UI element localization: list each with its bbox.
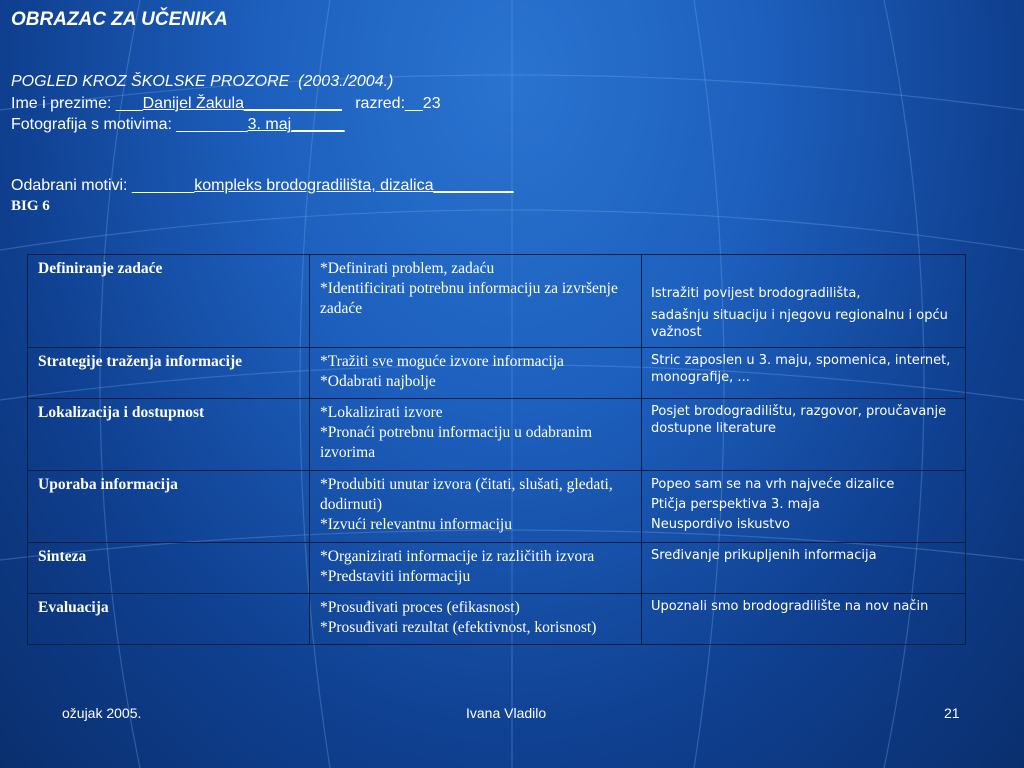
name-label: Ime i prezime: ___ bbox=[11, 95, 143, 112]
step-cell: Strategije traženja informacije bbox=[28, 348, 310, 399]
answer-line: sadašnju situaciju i njegovu regionalnu i opću važnost bbox=[651, 308, 948, 340]
big6-label: BIG 6 bbox=[11, 198, 50, 214]
answer-line: Istražiti povijest brodogradilišta, bbox=[651, 286, 861, 301]
subtitle: POGLED KROZ ŠKOLSKE PROZORE (2003./2004.) bbox=[11, 73, 394, 90]
answer-line: Posjet brodogradilištu, razgovor, proučavanje dostupne literature bbox=[651, 404, 947, 436]
task-line: *Predstaviti informaciju bbox=[320, 568, 471, 585]
tasks-cell bbox=[310, 543, 642, 594]
task-line: *Produbiti unutar izvora (čitati, slušati, gledati, dodirnuti) bbox=[320, 476, 613, 513]
big6-table bbox=[27, 254, 966, 645]
footer-date: ožujak 2005. bbox=[62, 705, 142, 721]
photo-value: 3. maj______ bbox=[247, 116, 345, 133]
motifs-label: Odabrani motivi: _______ bbox=[11, 177, 195, 194]
step-cell: Sinteza bbox=[28, 543, 310, 594]
task-line: *Pronaći potrebnu informaciju u odabranim izvorima bbox=[320, 424, 593, 461]
step-cell: Evaluacija bbox=[28, 594, 310, 645]
step-cell: Lokalizacija i dostupnost bbox=[28, 399, 310, 471]
answer-cell bbox=[642, 255, 966, 348]
answer-cell bbox=[642, 543, 966, 594]
task-line: *Identificirati potrebnu informaciju za izvršenje zadaće bbox=[320, 280, 618, 317]
task-line: *Prosuđivati rezultat (efektivnost, korisnost) bbox=[320, 619, 597, 636]
tasks-cell bbox=[310, 255, 642, 348]
task-line: *Organizirati informacije iz različitih izvora bbox=[320, 548, 595, 565]
footer-page-number: 21 bbox=[944, 705, 960, 721]
answer-line: Stric zaposlen u 3. maju, spomenica, internet, monografije, ... bbox=[651, 353, 951, 385]
task-line: *Definirati problem, zadaću bbox=[320, 260, 495, 277]
answer-line: Sređivanje prikupljenih informacija bbox=[651, 548, 877, 563]
answer-cell bbox=[642, 348, 966, 399]
answer-line: Upoznali smo brodogradilište na nov način bbox=[651, 599, 929, 614]
name-line bbox=[11, 95, 441, 113]
table-row bbox=[28, 471, 966, 543]
answer-line: Neuspordivo iskustvo bbox=[651, 517, 790, 532]
table-row bbox=[28, 255, 966, 348]
photo-label: Fotografija s motivima: ________ bbox=[11, 116, 248, 133]
task-line: *Izvući relevantnu informaciju bbox=[320, 516, 512, 533]
answer-cell bbox=[642, 471, 966, 543]
task-line: *Tražiti sve moguće izvore informacija bbox=[320, 353, 564, 370]
answer-cell bbox=[642, 594, 966, 645]
footer-author: Ivana Vladilo bbox=[466, 705, 547, 721]
tasks-cell bbox=[310, 594, 642, 645]
tasks-cell bbox=[310, 348, 642, 399]
table-row bbox=[28, 399, 966, 471]
table-row bbox=[28, 594, 966, 645]
name-value: Danijel Žakula___________ bbox=[142, 95, 342, 112]
tasks-cell bbox=[310, 399, 642, 471]
answer-line: Ptičja perspektiva 3. maja bbox=[651, 497, 820, 512]
photo-line bbox=[11, 116, 345, 134]
table-row bbox=[28, 543, 966, 594]
task-line: *Prosuđivati proces (efikasnost) bbox=[320, 599, 520, 616]
motifs-value: kompleks brodogradilišta, dizalica_________ bbox=[194, 177, 514, 194]
answer-cell bbox=[642, 399, 966, 471]
answer-line: Popeo sam se na vrh najveće dizalice bbox=[651, 477, 895, 492]
step-cell: Uporaba informacija bbox=[28, 471, 310, 543]
class-label: razred:__23 bbox=[341, 95, 441, 112]
page-title: OBRAZAC ZA UČENIKA bbox=[11, 9, 228, 30]
motifs-line bbox=[11, 177, 514, 195]
table-row bbox=[28, 348, 966, 399]
step-cell: Definiranje zadaće bbox=[28, 255, 310, 348]
task-line: *Lokalizirati izvore bbox=[320, 404, 443, 421]
tasks-cell bbox=[310, 471, 642, 543]
task-line: *Odabrati najbolje bbox=[320, 373, 436, 390]
